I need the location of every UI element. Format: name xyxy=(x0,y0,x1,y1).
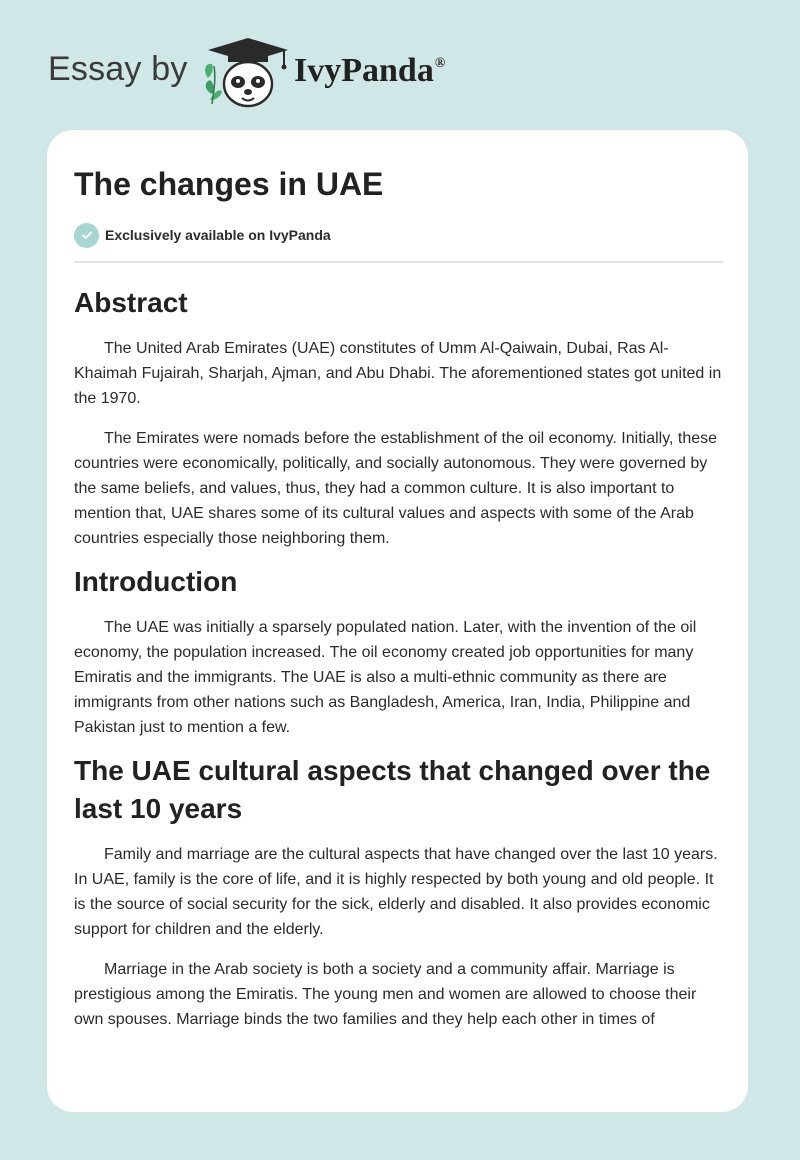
check-icon xyxy=(74,223,99,248)
paragraph: The United Arab Emirates (UAE) constitutes of Umm Al-Qaiwain, Dubai, Ras Al-Khaimah Fujairah, Sharjah, Ajman, and Abu Dhabi. The aforementioned states got united in the 1970. xyxy=(74,340,722,407)
essay-card xyxy=(47,130,748,1112)
section-heading-abstract: Abstract xyxy=(74,287,188,318)
page-title: The changes in UAE xyxy=(74,166,384,202)
exclusive-label: Exclusively available on IvyPanda xyxy=(105,227,331,243)
site-header xyxy=(0,0,800,130)
section-heading-introduction: Introduction xyxy=(74,566,238,597)
panda-graduation-cap-icon[interactable] xyxy=(200,34,292,110)
essay-by-text: Essay by xyxy=(48,50,188,88)
paragraph: The Emirates were nomads before the establishment of the oil economy. Initially, these countries were economically, politically, and socially autonomous. They were governed by the same beliefs, and values, thus, they had a common culture. It is also important to mention that, UAE shares some of its cultural values and aspects with some of the Arab countries especially those neighboring them. xyxy=(74,430,718,547)
paragraph: Family and marriage are the cultural aspects that have changed over the last 10 years. In UAE, family is the core of life, and it is highly respected by both young and old people. It is the source of social security for the sick, elderly and disabled. It also provides economic support for children and the elderly. xyxy=(74,846,718,938)
paragraph: The UAE was initially a sparsely populated nation. Later, with the invention of the oil economy, the population increased. The oil economy created job opportunities for many Emiratis and the immigrants. The UAE is also a multi-ethnic community as there are immigrants from other nations such as Bangladesh, America, Iran, India, Philippine and Pakistan just to mention a few. xyxy=(74,619,697,736)
section-heading-cultural-aspects: The UAE cultural aspects that changed over the last 10 years xyxy=(74,755,711,824)
divider xyxy=(74,261,723,263)
brand-name[interactable]: IvyPanda® xyxy=(294,52,446,89)
paragraph: Marriage in the Arab society is both a society and a community affair. Marriage is prestigious among the Emiratis. The young men and women are allowed to choose their own spouses. Marriage binds the two families and they help each other in times of xyxy=(74,961,697,1028)
exclusive-badge xyxy=(74,222,331,248)
registered-mark: ® xyxy=(434,56,446,71)
article-body xyxy=(74,282,723,1032)
